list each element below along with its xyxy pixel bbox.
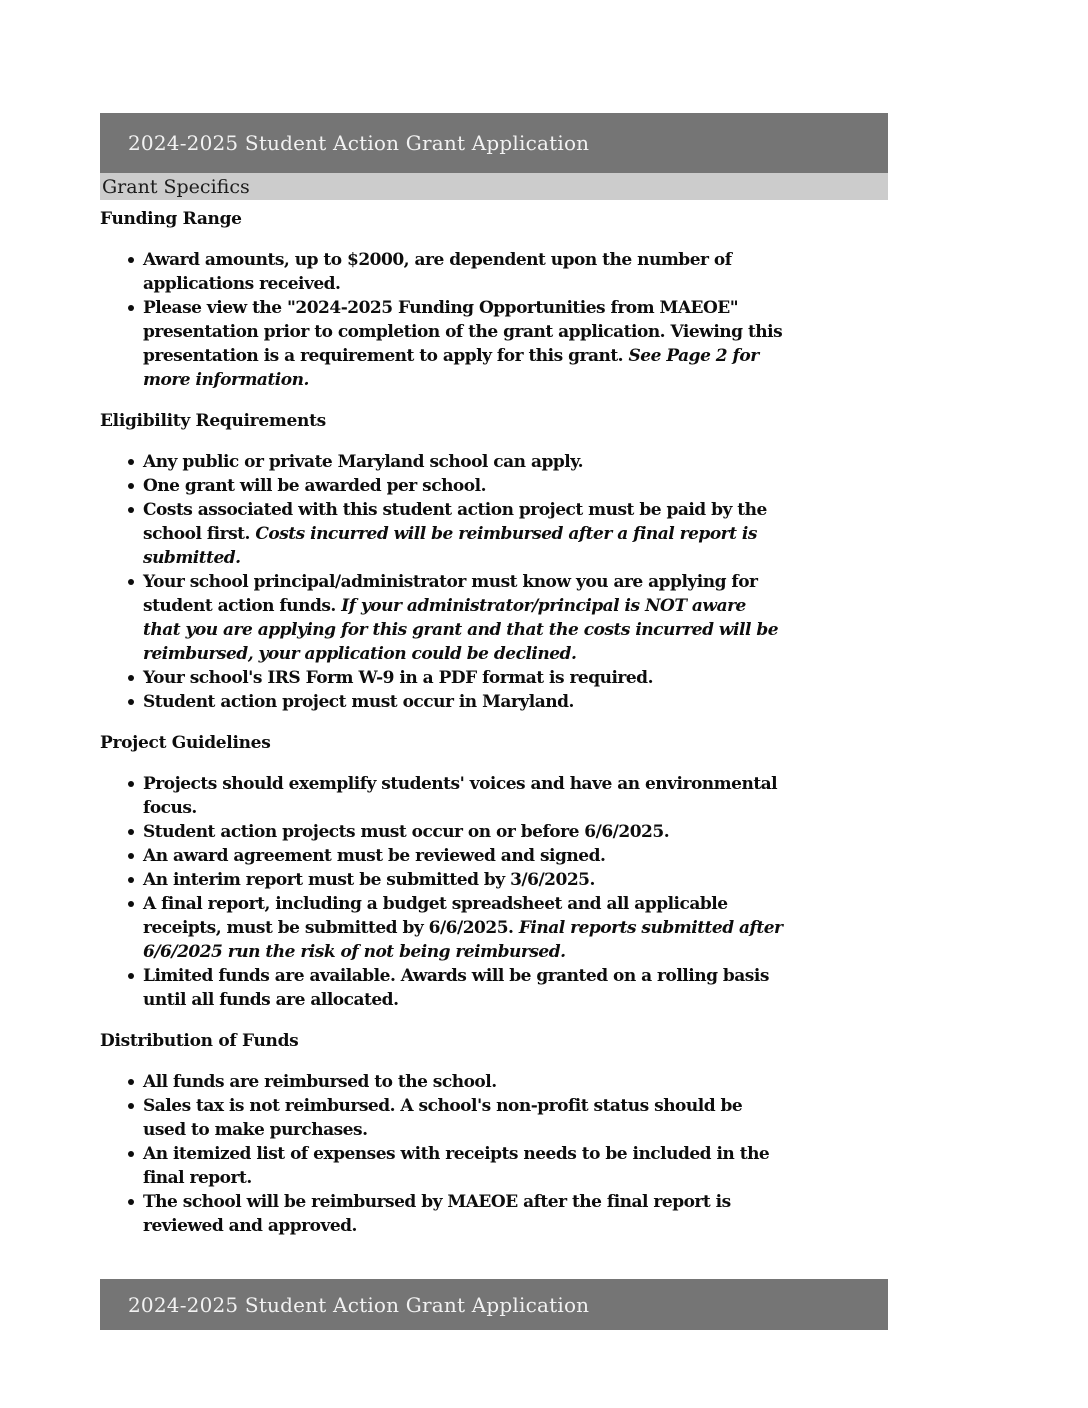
bullet-item xyxy=(143,666,788,690)
bullet-item xyxy=(143,690,788,714)
bullet-item xyxy=(143,772,788,820)
grant-application-document xyxy=(100,113,888,1255)
bullet-item xyxy=(143,248,788,296)
bullet-item xyxy=(143,474,788,498)
form-header-bar xyxy=(100,113,888,173)
bullet-item xyxy=(143,1094,788,1142)
bullet-item xyxy=(143,296,788,392)
bullet-text-italic: If your administrator/principal is NOT aware that you are applying for this grant and that the costs incurred will be reimbursed, your application could be declined. xyxy=(143,596,779,664)
bullet-text: Limited funds are available. Awards will be granted on a rolling basis until all funds are allocated. xyxy=(143,966,769,1010)
bullet-text: Costs associated with this student action project must be paid by the school first. xyxy=(143,500,767,544)
bullet-text: A final report, including a budget spreadsheet and all applicable receipts, must be submitted by 6/6/2025. xyxy=(143,894,728,938)
bullet-list xyxy=(100,1070,792,1238)
bullet-text: Your school principal/administrator must know you are applying for student action funds. xyxy=(143,572,758,616)
bullet-text: Any public or private Maryland school can apply. xyxy=(143,452,584,472)
bullet-text: Sales tax is not reimbursed. A school's non-profit status should be used to make purchases. xyxy=(143,1096,743,1140)
bullet-text: The school will be reimbursed by MAEOE after the final report is reviewed and approved. xyxy=(143,1192,731,1236)
bullet-text: One grant will be awarded per school. xyxy=(143,476,486,496)
section-header-bar xyxy=(100,173,888,200)
section-heading: Distribution of Funds xyxy=(100,1031,299,1051)
bullet-item xyxy=(143,844,788,868)
bullet-item xyxy=(143,498,788,570)
bullet-item xyxy=(143,1142,788,1190)
bullet-item xyxy=(143,1190,788,1238)
grant-specifics-content xyxy=(100,207,888,1238)
bullet-list xyxy=(100,772,792,1012)
section-heading: Eligibility Requirements xyxy=(100,411,326,431)
bullet-list xyxy=(100,450,792,714)
section-heading: Funding Range xyxy=(100,209,242,229)
bullet-text: An itemized list of expenses with receipts needs to be included in the final report. xyxy=(143,1144,770,1188)
form-footer-bar xyxy=(100,1279,888,1330)
bullet-text: Student action project must occur in Maryland. xyxy=(143,692,574,712)
bullet-text: An award agreement must be reviewed and signed. xyxy=(143,846,606,866)
footer-form-title: 2024-2025 Student Action Grant Application xyxy=(128,1292,590,1317)
bullet-text-italic: See Page 2 for more information. xyxy=(143,346,759,390)
bullet-list xyxy=(100,248,792,392)
bullet-text: Please view the "2024-2025 Funding Opportunities from MAEOE" presentation prior to completion of the grant application. Viewing this presentation is a requirement to apply for this grant. xyxy=(143,298,783,366)
bullet-item xyxy=(143,450,788,474)
bullet-text: Award amounts, up to $2000, are dependent upon the number of applications received. xyxy=(143,250,732,294)
bullet-text: Projects should exemplify students' voices and have an environmental focus. xyxy=(143,774,778,818)
section-heading: Project Guidelines xyxy=(100,733,271,753)
bullet-text: Student action projects must occur on or before 6/6/2025. xyxy=(143,822,670,842)
bullet-item xyxy=(143,570,788,666)
bullet-text: All funds are reimbursed to the school. xyxy=(143,1072,497,1092)
bullet-item xyxy=(143,820,788,844)
bullet-item xyxy=(143,1070,788,1094)
bullet-text: Your school's IRS Form W-9 in a PDF format is required. xyxy=(143,668,653,688)
bullet-item xyxy=(143,892,788,964)
bullet-text: An interim report must be submitted by 3/6/2025. xyxy=(143,870,595,890)
bullet-text-italic: Costs incurred will be reimbursed after a final report is submitted. xyxy=(143,524,757,568)
bullet-item xyxy=(143,964,788,1012)
form-title: 2024-2025 Student Action Grant Application xyxy=(128,131,590,155)
bullet-text-italic: Final reports submitted after 6/6/2025 run the risk of not being reimbursed. xyxy=(143,918,783,962)
bullet-item xyxy=(143,868,788,892)
section-bar-label: Grant Specifics xyxy=(102,175,250,198)
